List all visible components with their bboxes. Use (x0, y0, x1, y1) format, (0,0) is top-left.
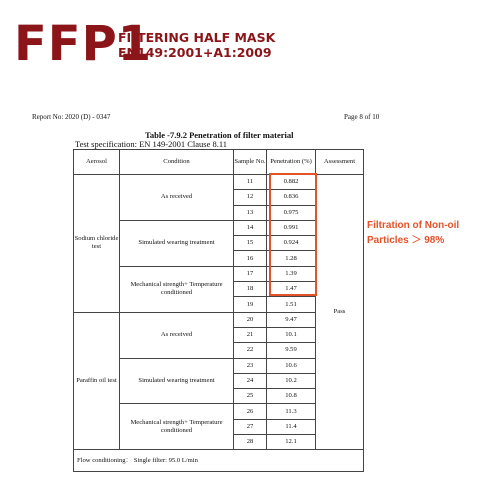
header-sample-no: Sample No. (234, 150, 267, 175)
assessment-cell: Pass (316, 175, 364, 450)
penetration-cell: 0.991 (267, 220, 316, 235)
penetration-cell: 0.882 (267, 175, 316, 190)
condition-cell: As received (120, 312, 234, 358)
penetration-cell: 11.3 (267, 404, 316, 419)
report-number: Report No: 2020 (D) - 0347 (32, 113, 111, 121)
header-aerosol: Aerosol (74, 150, 120, 175)
sample-no-cell: 22 (234, 343, 267, 358)
sample-no-cell: 26 (234, 404, 267, 419)
penetration-cell: 1.28 (267, 251, 316, 266)
flow-conditioning-row (74, 450, 364, 472)
page-number: Page 8 of 10 (344, 113, 380, 121)
penetration-cell: 9.47 (267, 312, 316, 327)
subtitle-line-1: FILTERING HALF MASK (118, 30, 276, 45)
penetration-cell: 0.975 (267, 205, 316, 220)
table-body (74, 175, 364, 472)
condition-cell: Simulated wearing treatment (120, 220, 234, 266)
sample-no-cell: 17 (234, 266, 267, 281)
sample-no-cell: 25 (234, 389, 267, 404)
annotation-line-1: Filtration of Non-oil (367, 220, 460, 231)
penetration-cell: 0.836 (267, 190, 316, 205)
aerosol-cell: Paraffin oil test (74, 312, 120, 450)
condition-cell: Simulated wearing treatment (120, 358, 234, 404)
subtitle-line-2: EN149:2001+A1:2009 (118, 45, 272, 60)
sample-no-cell: 14 (234, 220, 267, 235)
annotation-note (367, 218, 459, 248)
brand-subtitle (118, 30, 275, 60)
test-specification: Test specification: EN 149-2001 Clause 8.11 (75, 139, 228, 149)
sample-no-cell: 16 (234, 251, 267, 266)
aerosol-cell: Sodium chloride test (74, 175, 120, 313)
annotation-line-2: Particles ＞ 98% (367, 235, 445, 246)
penetration-cell: 10.2 (267, 373, 316, 388)
sample-no-cell: 24 (234, 373, 267, 388)
table-row (74, 175, 364, 190)
sample-no-cell: 27 (234, 419, 267, 434)
penetration-cell: 11.4 (267, 419, 316, 434)
header-assessment: Assessment (316, 150, 364, 175)
penetration-table (73, 149, 364, 472)
sample-no-cell: 23 (234, 358, 267, 373)
penetration-cell: 10.6 (267, 358, 316, 373)
penetration-cell: 10.8 (267, 389, 316, 404)
sample-no-cell: 21 (234, 327, 267, 342)
flow-conditioning-cell: Flow conditioning： Single filter: 95.0 L/min (74, 450, 364, 472)
condition-cell: Mechanical strength+ Temperature conditioned (120, 266, 234, 312)
sample-no-cell: 20 (234, 312, 267, 327)
penetration-cell: 12.1 (267, 435, 316, 450)
table-header-row (74, 150, 364, 175)
sample-no-cell: 18 (234, 282, 267, 297)
sample-no-cell: 13 (234, 205, 267, 220)
header-condition: Condition (120, 150, 234, 175)
highlight-box (269, 173, 317, 296)
sample-no-cell: 11 (234, 175, 267, 190)
table-title: Table -7.9.2 Penetration of filter material (145, 130, 294, 140)
sample-no-cell: 12 (234, 190, 267, 205)
penetration-cell: 10.1 (267, 327, 316, 342)
condition-cell: Mechanical strength+ Temperature conditioned (120, 404, 234, 450)
sample-no-cell: 19 (234, 297, 267, 312)
condition-cell: As received (120, 175, 234, 221)
penetration-cell: 9.59 (267, 343, 316, 358)
header-penetration: Penetration (%) (267, 150, 316, 175)
penetration-cell: 1.47 (267, 282, 316, 297)
penetration-cell: 1.51 (267, 297, 316, 312)
sample-no-cell: 28 (234, 435, 267, 450)
brand-title: FFP1 (14, 16, 153, 72)
sample-no-cell: 15 (234, 236, 267, 251)
penetration-cell: 0.924 (267, 236, 316, 251)
penetration-cell: 1.39 (267, 266, 316, 281)
